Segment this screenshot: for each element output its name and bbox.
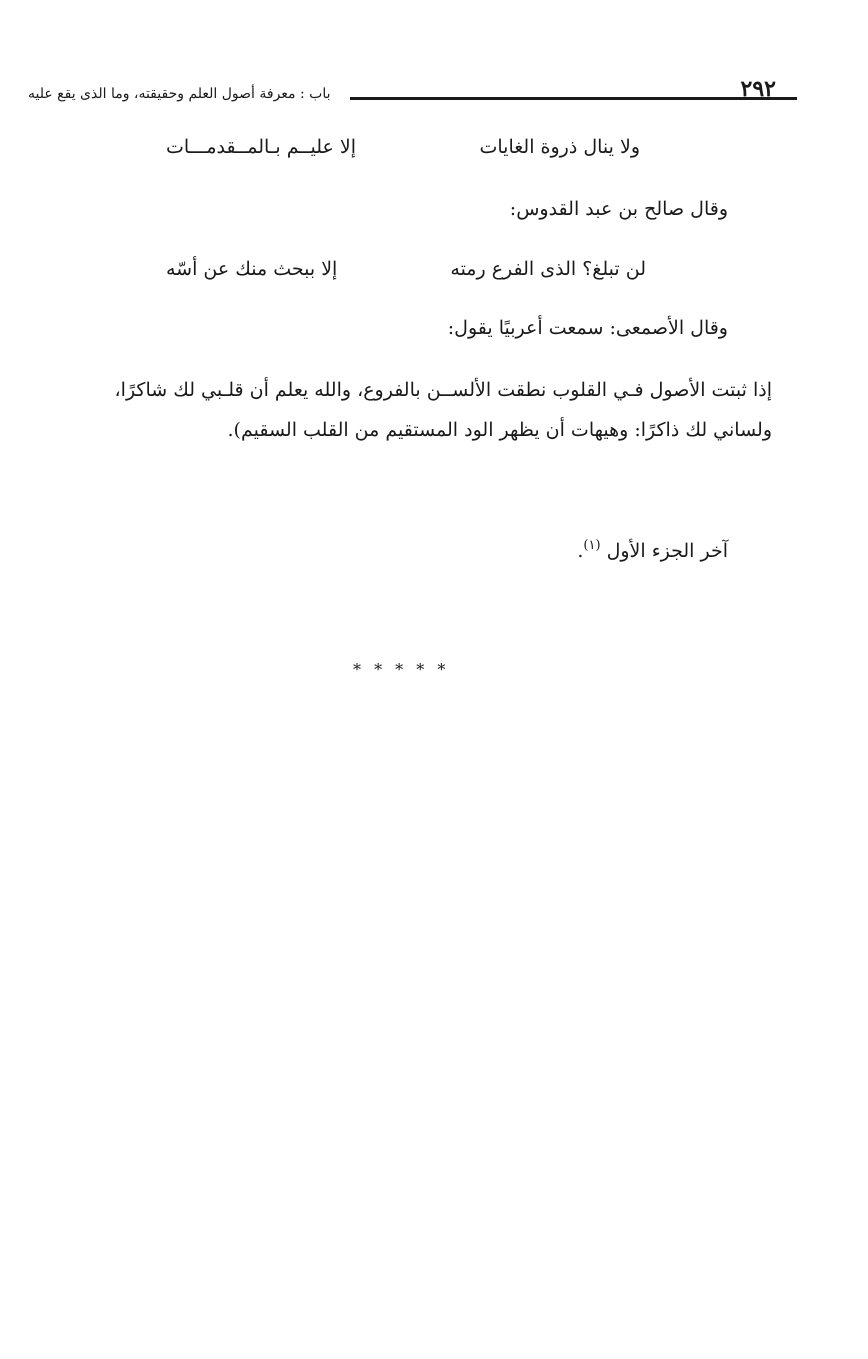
- header-rule: [350, 97, 797, 100]
- quote-line-1: إذا ثبتت الأصول فـي القلوب نطقت الألســن بالفروع، والله يعلم أن قلـبي لك شاكرًا،: [114, 379, 772, 401]
- verse1-second-hemistich: إلا عليــم بـالمــقدمـــات: [166, 136, 357, 158]
- running-title: باب : معرفة أصول العلم وحقيقته، وما الذى يقع عليه: [28, 86, 331, 102]
- end-period: .: [577, 540, 584, 562]
- footnote-marker: (١): [583, 538, 601, 553]
- quote-paragraph: [28, 370, 772, 450]
- verse2-first-hemistich: لن تبلغ؟ الذى الفرع رمته: [450, 258, 646, 280]
- section-separator: * * * * *: [353, 660, 450, 679]
- verse2-second-hemistich: إلا ببحث منك عن أسّه: [166, 258, 338, 280]
- end-of-part: [577, 538, 728, 562]
- page-number: ٢٩٢: [740, 76, 776, 102]
- intro-salih: وقال صالح بن عبد القدوس:: [509, 198, 728, 220]
- verse1-first-hemistich: ولا ينال ذروة الغايات: [479, 136, 640, 158]
- end-of-part-text: آخر الجزء الأول: [606, 540, 728, 562]
- intro-asmai: وقال الأصمعى: سمعت أعربيًا يقول:: [447, 317, 728, 339]
- quote-line-2: ولساني لك ذاكرًا: وهيهات أن يظهر الود المستقيم من القلب السقيم).: [227, 419, 772, 441]
- page-header: [28, 76, 776, 106]
